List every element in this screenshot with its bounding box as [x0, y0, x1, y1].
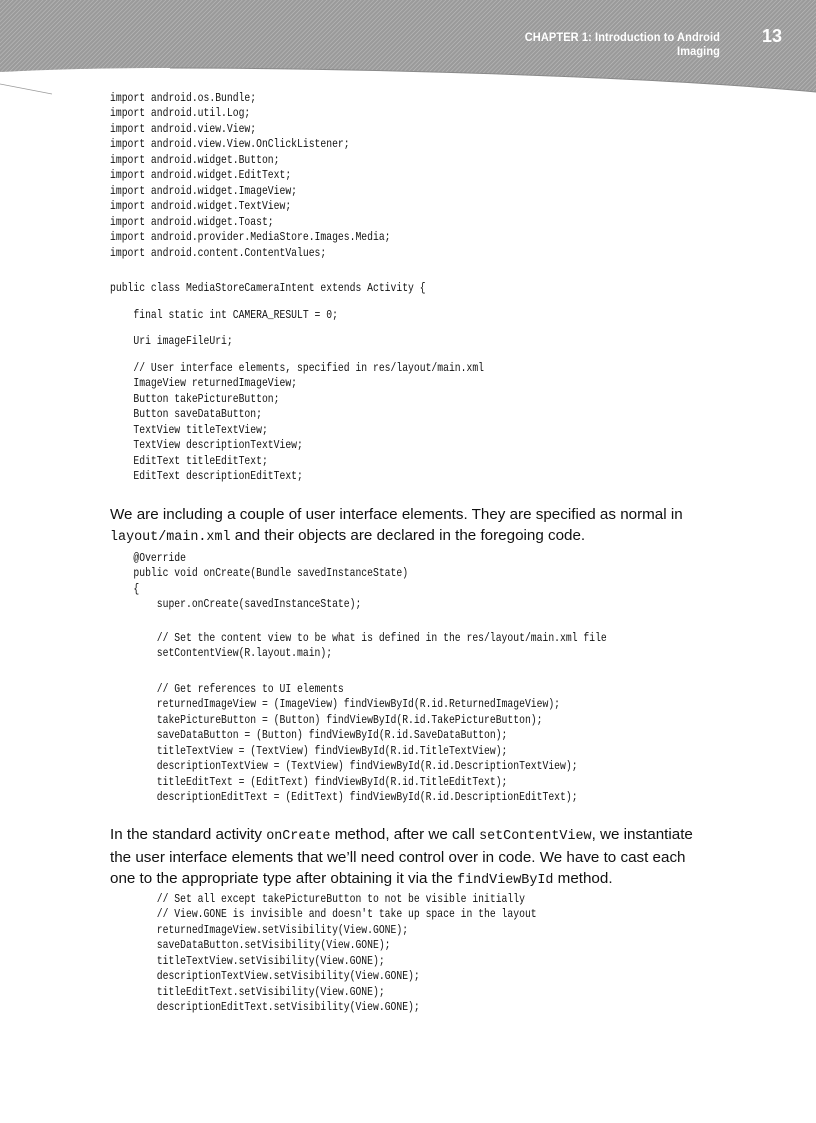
code-set-content-view: // Set the content view to be what is defined in the res/layout/main.xml file setContentView(R.layout.main); — [156, 632, 607, 661]
inline-code: layout/main.xml — [110, 530, 231, 545]
code-find-view-references: // Get references to UI elements returnedImageView = (ImageView) findViewById(R.id.ReturnedImageView); takePictureButton = (Button) findViewById(R.id.TakePictureButton); saveDataButton = (Button) findViewById(R.id.SaveDataButton); titleTextView = (TextView) findViewById(R.id.TitleTextView); descriptionTextView = (TextView) findViewById(R.id.DescriptionTextView); titleEditText = (EditText) findViewById(R.id.TitleEditText); descriptionEditText = (EditText) findViewById(R.id.DescriptionEditText); — [156, 683, 578, 805]
paragraph-text: We are including a couple of user interface elements. They are specified as normal in — [110, 506, 683, 523]
page-number: 13 — [761, 26, 783, 46]
paragraph-ui-elements — [110, 504, 706, 548]
paragraph-text: and their objects are declared in the foregoing code. — [230, 527, 586, 544]
paragraph-text: method. — [553, 870, 613, 887]
code-image-file-uri: Uri imageFileUri; — [110, 335, 233, 348]
paragraph-oncreate-explanation — [110, 824, 706, 891]
code-camera-result-constant: final static int CAMERA_RESULT = 0; — [110, 309, 338, 322]
paragraph-text: method, after we call — [330, 826, 480, 843]
code-set-visibility: // Set all except takePictureButton to not be visible initially // View.GONE is invisible and doesn't take up space in the layout returnedImageView.setVisibility(View.GONE); saveDataButton.setVisibility(View.GONE); titleTextView.setVisibility(View.GONE); descriptionTextView.setVisibility(View.GONE); titleEditText.setVisibility(View.GONE); descriptionEditText.setVisibility(View.GONE); — [156, 893, 537, 1015]
paragraph-text: In the standard activity — [110, 826, 267, 843]
inline-code: setContentView — [479, 829, 592, 844]
chapter-header-band — [0, 0, 816, 95]
code-class-declaration: public class MediaStoreCameraIntent extends Activity { — [110, 282, 426, 295]
code-oncreate-header: @Override public void onCreate(Bundle savedInstanceState) { super.onCreate(savedInstanceState); — [133, 552, 409, 612]
code-ui-element-fields: // User interface elements, specified in res/layout/main.xml ImageView returnedImageView; Button takePictureButton; Button saveDataButton; TextView titleTextView; TextView descriptionTextView; EditText titleEditText; EditText descriptionEditText; — [133, 362, 485, 484]
chapter-title: CHAPTER 1: Introduction to Android Imaging — [524, 30, 720, 58]
inline-code: findViewById — [457, 873, 554, 888]
paragraph-text: , we instantiate the user interface elements that we’ll need control over in code. We have to cast each one to the appropriate type after obtaining it via the — [110, 826, 693, 887]
inline-code: onCreate — [266, 829, 331, 844]
code-imports: import android.os.Bundle; import android.util.Log; import android.view.View; import android.view.View.OnClickListener; import android.widget.Button; import android.widget.EditText; import android.widget.ImageView; import android.widget.TextView; import android.widget.Toast; import android.provider.MediaStore.Images.Media; import android.content.ContentValues; — [110, 92, 391, 260]
